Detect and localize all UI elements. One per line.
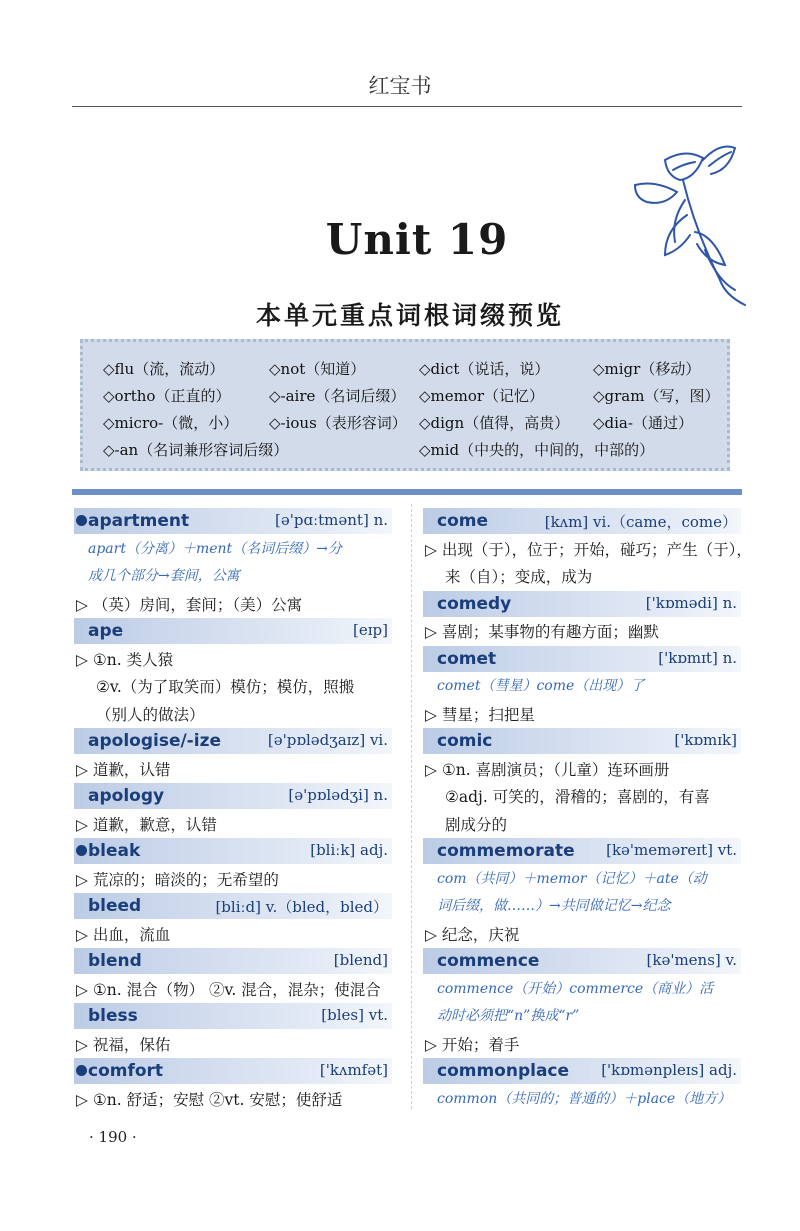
definition-line: ▷ 彗星；扫把星 (425, 705, 535, 724)
definition-line: ▷ 道歉，歉意，认错 (76, 815, 217, 834)
definition-line: 来（自）；变成，成为 (445, 568, 593, 586)
definition-line: ▷ ①n. 舒适；安慰 ②vt. 安慰；使舒适 (76, 1090, 343, 1109)
key-word-marker-icon (76, 515, 87, 526)
phonetic-and-pos: [bles] vt. (321, 1006, 388, 1024)
preview-item: ◇-ious（表形容词） (269, 414, 407, 432)
phonetic-and-pos: ['kɒmɪt] n. (658, 648, 737, 667)
entry-headword-band (74, 948, 392, 974)
definition-line: ▷ 开始；着手 (425, 1035, 520, 1054)
phonetic-and-pos: [kʌm] vi.（came，come） (544, 513, 737, 531)
preview-item: ◇flu（流，流动） (103, 360, 225, 378)
definition-line: ②adj. 可笑的，滑稽的；喜剧的，有喜 (445, 788, 710, 806)
preview-item: ◇dict（说话，说） (419, 360, 550, 378)
entry-headword-band (423, 591, 741, 617)
entry-headword-band (423, 728, 741, 754)
entry-headword-band (74, 1058, 392, 1084)
headword: bless (88, 1006, 138, 1026)
definition-line: ▷ ①n. 混合（物） ②v. 混合，混杂；使混合 (76, 980, 381, 999)
entry-headword-band (74, 618, 392, 644)
entry-headword-band (423, 646, 741, 672)
preview-item: ◇-an（名词兼形容词后缀） (103, 441, 289, 459)
entry-headword-band (74, 508, 392, 534)
headword: comedy (437, 593, 512, 614)
entry-headword-band (74, 728, 392, 754)
section-divider-bar (72, 489, 742, 495)
definition-line: 剧成分的 (445, 815, 508, 834)
preview-item: ◇dia-（通过） (593, 414, 693, 432)
preview-item: ◇gram（写，图） (593, 387, 720, 405)
etymology-line: 词后缀，做……）→共同做记忆→纪念 (437, 898, 671, 914)
headword: comic (437, 731, 493, 751)
headword: apology (88, 786, 165, 806)
definition-line: （别人的做法） (96, 705, 205, 724)
headword: bleak (88, 841, 141, 861)
phonetic-and-pos: [ə'pɑːtmənt] n. (275, 511, 388, 529)
preview-item: ◇micro-（微，小） (103, 414, 239, 432)
etymology-line: 成几个部分→套间，公寓 (88, 568, 240, 584)
headword: commence (437, 951, 540, 971)
phonetic-and-pos: ['kɒmədi] n. (645, 593, 737, 612)
definition-line: ▷ 喜剧；某事物的有趣方面；幽默 (425, 623, 659, 641)
phonetic-and-pos: ['kʌmfət] (319, 1061, 388, 1079)
preview-item: ◇mid（中央的，中间的，中部的） (419, 441, 655, 459)
entry-headword-band (74, 838, 392, 864)
phonetic-and-pos: [ə'pɒlədʒaɪz] vi. (267, 731, 388, 749)
preview-subtitle: 本单元重点词根词缀预览 (255, 301, 564, 330)
root-preview-box (80, 339, 730, 471)
headword: come (437, 511, 488, 531)
key-word-marker-icon (76, 1065, 87, 1076)
headword: blend (88, 951, 142, 971)
headword: comfort (88, 1061, 164, 1081)
etymology-line: common（共同的；普通的）＋place（地方） (437, 1090, 732, 1107)
definition-line: ▷ 出血，流血 (76, 925, 171, 944)
phonetic-and-pos: [kə'mens] v. (646, 951, 737, 969)
entry-headword-band (74, 893, 392, 919)
etymology-line: comet（彗星）come（出现）了 (437, 678, 645, 694)
phonetic-and-pos: [kə'meməreɪt] vt. (606, 841, 737, 859)
phonetic-and-pos: [bliːd] v.（bled，bled） (215, 898, 388, 916)
key-word-marker-icon (76, 845, 87, 856)
headword: commonplace (437, 1061, 570, 1081)
definition-line: ▷ ①n. 喜剧演员；（儿童）连环画册 (425, 760, 670, 779)
page-number: · 190 · (89, 1128, 137, 1146)
entry-headword-band (423, 948, 741, 974)
etymology-line: com（共同）＋memor（记忆）＋ate（动 (437, 870, 707, 887)
preview-item: ◇migr（移动） (593, 360, 701, 378)
headword: ape (88, 621, 124, 641)
definition-line: ▷ ①n. 类人猿 (76, 650, 174, 669)
definition-line: ▷ 祝福，保佑 (76, 1035, 171, 1054)
entry-headword-band (423, 508, 741, 534)
definition-line: ▷ （英）房间，套间；（美）公寓 (76, 595, 303, 614)
etymology-line: apart（分离）＋ment（名词后缀）→分 (88, 540, 342, 557)
definition-line: ②v.（为了取笑而）模仿；模仿，照搬 (96, 678, 355, 696)
column-divider (411, 504, 412, 1109)
preview-item: ◇-aire（名词后缀） (269, 387, 406, 405)
unit-title: Unit 19 (325, 215, 509, 264)
preview-item: ◇ortho（正直的） (103, 387, 231, 405)
definition-line: ▷ 出现（于），位于；开始，碰巧；产生（于）， (425, 540, 752, 559)
running-header: 红宝书 (368, 74, 432, 98)
headword: comet (437, 648, 497, 669)
phonetic-and-pos: [ə'pɒlədʒi] n. (288, 786, 388, 804)
phonetic-and-pos: [blend] (333, 951, 388, 969)
preview-item: ◇memor（记忆） (419, 387, 545, 405)
headword: apartment (88, 511, 190, 531)
entry-headword-band (74, 783, 392, 809)
preview-item: ◇not（知道） (269, 360, 366, 378)
definition-line: ▷ 荒凉的；暗淡的；无希望的 (76, 870, 279, 889)
phonetic-and-pos: ['kɒmɪk] (674, 731, 737, 749)
headword: apologise/-ize (88, 731, 221, 751)
headword: bleed (88, 896, 142, 916)
entry-headword-band (423, 1058, 741, 1084)
header-rule (72, 106, 742, 107)
definition-line: ▷ 纪念，庆祝 (425, 925, 520, 944)
preview-item: ◇dign（值得，高贵） (419, 414, 570, 432)
phonetic-and-pos: [eɪp] (353, 621, 388, 639)
etymology-line: commence（开始）commerce（商业）活 (437, 980, 714, 997)
definition-line: ▷ 道歉，认错 (76, 760, 171, 779)
entry-headword-band (423, 838, 741, 864)
phonetic-and-pos: [bliːk] adj. (310, 841, 388, 859)
phonetic-and-pos: ['kɒmənpleɪs] adj. (601, 1061, 737, 1079)
etymology-line: 动时必须把“n”换成“r” (437, 1008, 580, 1024)
headword: commemorate (437, 841, 575, 861)
entry-headword-band (74, 1003, 392, 1029)
